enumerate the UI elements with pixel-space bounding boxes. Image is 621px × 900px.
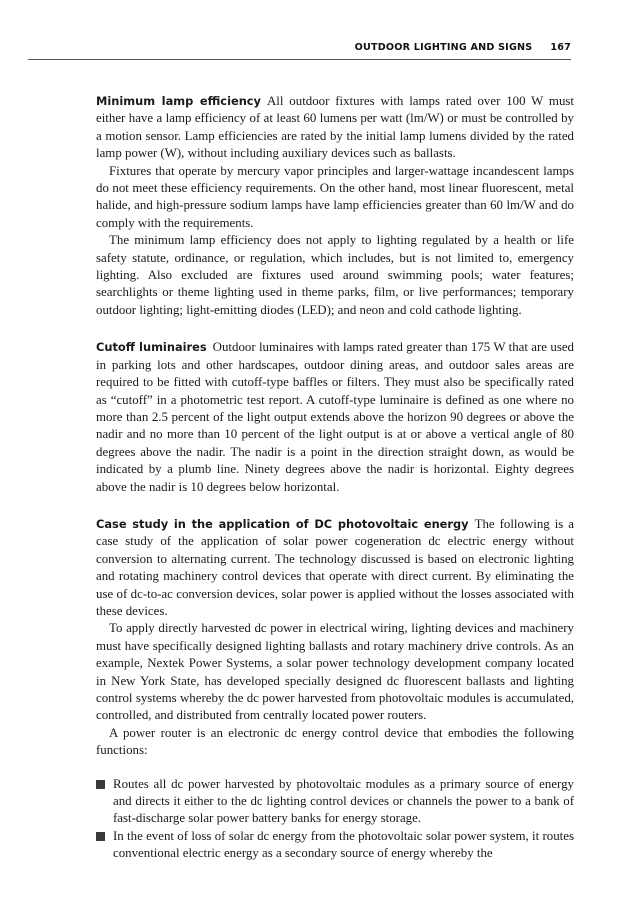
paragraph-text: The following is a case study of the application of solar power cogeneration dc electric energy without conversion to alternating current. The technology discussed is based on electronic lighting and rotating machinery control devices that operate with direct current. By eliminating the use of dc-to-ac conversion devices, solar power is applied without the losses associated with these devices. xyxy=(96,516,574,618)
square-bullet-icon xyxy=(96,780,105,789)
paragraph xyxy=(96,516,574,620)
running-head xyxy=(28,42,571,60)
section-heading: Cutoff luminaires xyxy=(96,340,207,355)
paragraph xyxy=(96,93,574,163)
body-text xyxy=(96,93,574,863)
square-bullet-icon xyxy=(96,832,105,841)
section-case-study-dc-photovoltaic xyxy=(96,516,574,863)
paragraph-text: Outdoor luminaires with lamps rated greater than 175 W that are used in parking lots and other hardscapes, outdoor dining areas, and outdoor sales areas are required to be fitted with cutoff-type baffles or filters. They must also be specifically rated as “cutoff” in a photometric test report. A cutoff-type luminaire is defined as one where no more than 2.5 percent of the light output extends above the horizon 90 degrees or above the nadir and no more than 10 percent of the light output is at or above a vertical angle of 80 degrees above the nadir. The nadir is a point in the direction straight down, as would be indicated by a plumb line. Ninety degrees above the nadir is horizontal. Eighty degrees above the nadir is 10 degrees below horizontal. xyxy=(96,340,575,494)
paragraph xyxy=(96,339,574,496)
section-heading: Case study in the application of DC photovoltaic energy xyxy=(96,516,469,531)
section-cutoff-luminaires xyxy=(96,339,574,496)
list-item-text: In the event of loss of solar dc energy from the photovoltaic solar power system, it routes conventional electric energy as a secondary source of energy whereby the xyxy=(113,828,574,861)
page-number: 167 xyxy=(550,42,571,53)
list-item xyxy=(96,828,574,863)
paragraph: The minimum lamp efficiency does not apply to lighting regulated by a health or life safety statute, ordinance, or regulation, which includes, but is not limited to, emergency lighting. Also excluded are fixtures used around swimming pools; water features; searchlights or theme lighting used in theme parks, film, or live performances; temporary outdoor lighting; light-emitting diodes (LED); and neon and cold cathode lighting. xyxy=(96,233,574,317)
section-minimum-lamp-efficiency xyxy=(96,93,574,319)
paragraph: A power router is an electronic dc energy control device that embodies the following functions: xyxy=(96,725,574,758)
section-heading: Minimum lamp efficiency xyxy=(96,94,261,108)
paragraph: To apply directly harvested dc power in electrical wiring, lighting devices and machinery must have specifically designed lighting ballasts and rotary machinery drive controls. As an example, Nextek Power Systems, a solar power technology development company located in New York State, has developed specially designed dc fluorescent ballasts and lighting control systems whereby the dc power harvested from photovoltaic modules is accumulated, controlled, and distributed from centrally located power routers. xyxy=(96,621,574,723)
list-item xyxy=(96,776,574,828)
list-item-text: Routes all dc power harvested by photovoltaic modules as a primary source of energy and directs it either to the dc lighting control devices or channels the power to a bank of fast-discharge solar power battery banks for energy storage. xyxy=(113,776,574,826)
paragraph-text: All outdoor fixtures with lamps rated over 100 W must either have a lamp efficiency of at least 60 lumens per watt (lm/W) or must be controlled by a motion sensor. Lamp efficiencies are rated by the initial lamp lumens divided by the rated lamp power (W), without including auxiliary devices such as ballasts. xyxy=(96,94,574,161)
paragraph: Fixtures that operate by mercury vapor principles and larger-wattage incandescent lamps do not meet these efficiency requirements. On the other hand, most linear fluorescent, metal halide, and high-pressure sodium lamps have lamp efficiencies greater than 60 lm/W and do comply with the requirements. xyxy=(96,163,574,230)
running-title: OUTDOOR LIGHTING AND SIGNS xyxy=(354,42,533,53)
bullet-list xyxy=(96,776,574,863)
